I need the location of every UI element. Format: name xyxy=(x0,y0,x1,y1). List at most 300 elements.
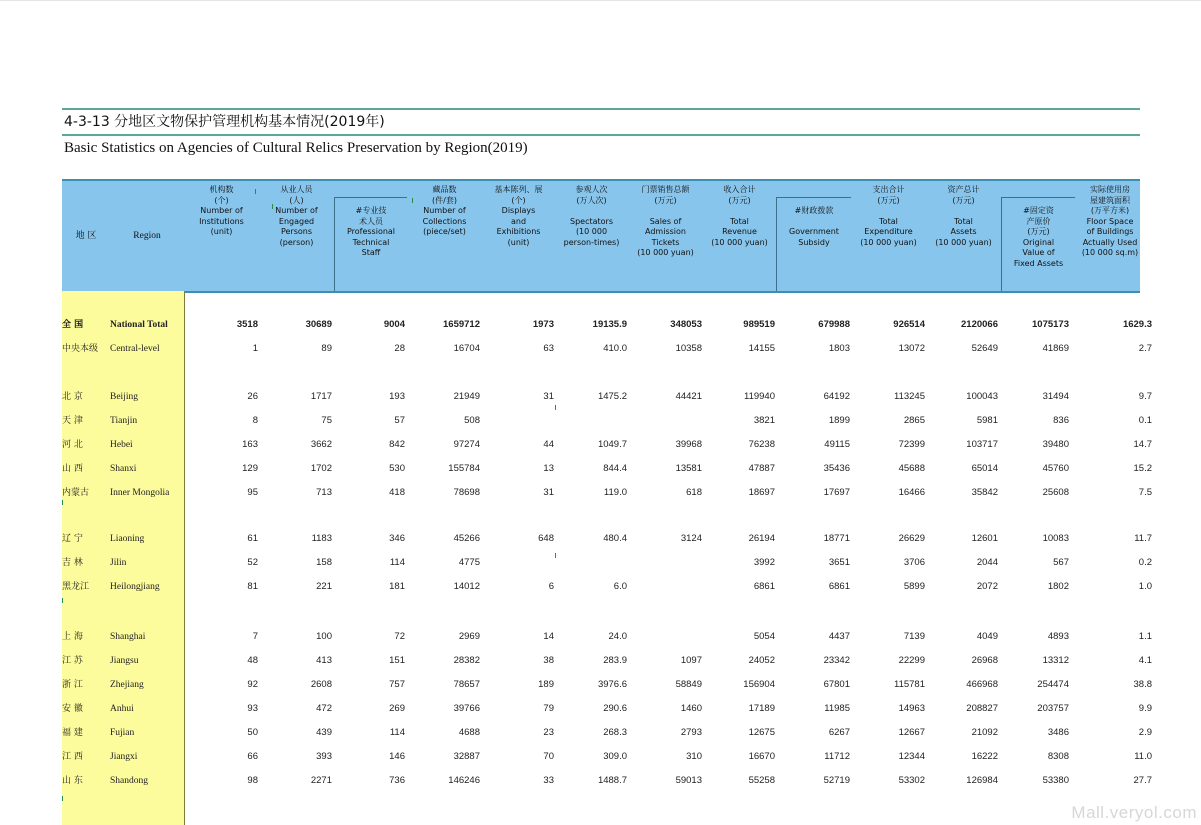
cell-col-10: 113245 xyxy=(894,391,925,402)
cell-col-1: 52 xyxy=(247,557,258,568)
cell-col-6: 268.3 xyxy=(603,727,627,738)
header-col-1-line: 机构数 xyxy=(209,185,234,194)
header-region-en: Region xyxy=(133,230,161,241)
cell-col-2: 2608 xyxy=(310,679,332,690)
header-col-11-line: Total xyxy=(954,216,973,226)
header-col-5 xyxy=(482,181,555,291)
title-en-text: Basic Statistics on Agencies of Cultural Relics Preservation by Region(2019) xyxy=(64,140,528,156)
region-name-cn: 江 西 xyxy=(62,752,83,762)
cell-col-13: 11.0 xyxy=(1134,751,1152,762)
cell-col-11: 466968 xyxy=(966,679,998,690)
cell-col-9: 1899 xyxy=(828,415,850,426)
cell-col-4: 14012 xyxy=(453,581,480,592)
table-row xyxy=(62,770,1152,792)
cell-col-2: 158 xyxy=(316,557,332,568)
header-col-4-line: (件/套) xyxy=(432,195,457,205)
cell-col-9: 23342 xyxy=(823,655,850,666)
cell-col-8: 47887 xyxy=(748,463,775,474)
cell-col-7: 1097 xyxy=(680,655,702,666)
header-col-8-line xyxy=(703,206,776,217)
cell-col-6: 283.9 xyxy=(603,655,627,666)
header-col-3-line: Staff xyxy=(361,248,381,257)
cell-col-5: 70 xyxy=(543,751,554,762)
cell-col-4: 78698 xyxy=(453,487,480,498)
region-name-en: Anhui xyxy=(110,704,134,714)
cell-col-7: 44421 xyxy=(675,391,702,402)
cell-col-1: 7 xyxy=(252,631,258,642)
cell-col-7: 618 xyxy=(686,487,702,498)
header-col-8-line: 收入合计 xyxy=(723,185,756,194)
cell-col-8: 26194 xyxy=(748,533,775,544)
cell-col-7: 10358 xyxy=(675,343,702,354)
header-col-3-line: Professional xyxy=(346,227,396,236)
cell-col-4: 45266 xyxy=(453,533,480,544)
header-col-7 xyxy=(628,181,703,291)
header-col-4 xyxy=(407,181,482,291)
header-col-12 xyxy=(1001,197,1075,291)
cell-col-4: 97274 xyxy=(453,439,480,450)
header-col-4-line: Number of xyxy=(423,206,466,215)
cell-comment-marker xyxy=(255,189,256,194)
header-col-13-line: of Buildings xyxy=(1086,227,1134,236)
cell-col-3: 181 xyxy=(389,581,405,592)
cell-col-1: 61 xyxy=(247,533,258,544)
cell-col-2: 1183 xyxy=(311,533,332,544)
cell-col-12: 1802 xyxy=(1047,581,1069,592)
header-col-12-line: 产原价 xyxy=(1026,216,1051,226)
cell-col-13: 2.9 xyxy=(1138,727,1152,738)
header-col-2-line: 从业人员 xyxy=(280,185,313,194)
header-col-7-line: Admission xyxy=(645,227,686,236)
cell-col-8: 76238 xyxy=(748,439,775,450)
cell-comment-marker xyxy=(412,198,413,203)
cell-col-5: 23 xyxy=(543,727,554,738)
cell-col-5: 13 xyxy=(543,463,554,474)
header-col-6-line: 参观人次 xyxy=(575,185,608,194)
cell-col-7: 348053 xyxy=(670,319,702,330)
cell-col-8: 119940 xyxy=(744,391,775,402)
header-col-9-line xyxy=(777,217,851,228)
cell-col-5: 1973 xyxy=(532,319,554,330)
cell-col-10: 2865 xyxy=(903,415,925,426)
cell-col-3: 9004 xyxy=(383,319,405,330)
cell-col-5: 44 xyxy=(543,439,554,450)
header-col-4-line: 藏品数 xyxy=(432,185,457,194)
cell-col-2: 1717 xyxy=(310,391,332,402)
cell-col-11: 2044 xyxy=(976,557,998,568)
region-name-cn: 北 京 xyxy=(62,392,83,402)
cell-col-11: 2072 xyxy=(976,581,998,592)
cell-col-3: 193 xyxy=(389,391,405,402)
header-col-10 xyxy=(851,181,926,291)
cell-col-2: 413 xyxy=(316,655,332,666)
region-name-cn: 河 北 xyxy=(62,440,83,450)
cell-col-13: 15.2 xyxy=(1133,463,1152,474)
cell-col-11: 208827 xyxy=(966,703,998,714)
header-col-11 xyxy=(926,181,1001,291)
cell-col-9: 679988 xyxy=(818,319,850,330)
cell-col-8: 17189 xyxy=(748,703,775,714)
header-col-12-line: Fixed Assets xyxy=(1013,258,1064,268)
header-col-7-line: 门票销售总额 xyxy=(641,185,690,194)
header-col-6-line: (万人次) xyxy=(576,195,607,205)
cell-col-3: 757 xyxy=(389,679,405,690)
cell-col-5: 33 xyxy=(543,775,554,786)
header-col-4-line: Collections xyxy=(422,216,467,226)
cell-col-6: 19135.9 xyxy=(592,319,627,330)
cell-col-4: 32887 xyxy=(453,751,480,762)
table-header xyxy=(62,179,1140,293)
cell-col-1: 26 xyxy=(247,391,258,402)
header-col-5-line: (个) xyxy=(511,195,526,205)
cell-col-13: 38.8 xyxy=(1133,679,1152,690)
cell-col-1: 129 xyxy=(242,463,258,474)
region-name-en: Liaoning xyxy=(110,534,145,544)
title-cn-text: 4-3-13 分地区文物保护管理机构基本情况(2019年) xyxy=(64,114,385,130)
cell-comment-marker xyxy=(555,553,556,558)
cell-col-9: 11712 xyxy=(824,751,850,762)
header-col-6-line: (10 000 xyxy=(575,227,608,236)
cell-col-13: 1.0 xyxy=(1138,581,1152,592)
cell-col-11: 103717 xyxy=(966,439,998,450)
region-name-en: Jiangsu xyxy=(110,656,139,666)
cell-col-1: 3518 xyxy=(236,319,258,330)
header-col-9-line: Government xyxy=(789,227,839,236)
cell-col-3: 57 xyxy=(394,415,405,426)
region-name-en: Jiangxi xyxy=(110,752,138,762)
header-col-13-line: (10 000 sq.m) xyxy=(1081,248,1139,257)
cell-col-5: 14 xyxy=(543,631,554,642)
header-col-13-line: Floor Space xyxy=(1086,216,1134,226)
table-title-chinese xyxy=(62,108,1140,136)
cell-col-6: 844.4 xyxy=(603,463,627,474)
region-name-cn: 山 西 xyxy=(62,464,83,474)
cell-col-10: 14963 xyxy=(898,703,925,714)
header-col-7-line: (10 000 yuan) xyxy=(637,248,694,257)
cell-col-2: 2271 xyxy=(310,775,332,786)
cell-col-9: 67801 xyxy=(823,679,850,690)
cell-col-5: 648 xyxy=(538,533,554,544)
table-title-english xyxy=(62,137,1140,159)
cell-col-2: 439 xyxy=(316,727,332,738)
region-name-en: Zhejiang xyxy=(110,680,144,690)
cell-col-4: 16704 xyxy=(453,343,480,354)
header-col-6-line: Spectators xyxy=(569,216,613,226)
cell-col-4: 146246 xyxy=(448,775,480,786)
cell-col-11: 65014 xyxy=(971,463,998,474)
cell-col-1: 66 xyxy=(247,751,258,762)
cell-col-6: 309.0 xyxy=(603,751,627,762)
header-col-5-line: Exhibitions xyxy=(496,227,541,236)
cell-col-12: 45760 xyxy=(1042,463,1069,474)
cell-col-11: 2120066 xyxy=(961,319,998,330)
cell-col-3: 114 xyxy=(389,557,405,568)
region-name-en: Shandong xyxy=(110,776,148,786)
header-col-8-line: (万元) xyxy=(728,195,751,205)
table-row xyxy=(62,338,1152,360)
header-col-13 xyxy=(1075,181,1145,291)
cell-col-6: 119.0 xyxy=(603,487,627,498)
top-divider xyxy=(0,0,1201,1)
header-col-1-line: (unit) xyxy=(210,227,233,236)
cell-col-8: 12675 xyxy=(748,727,775,738)
cell-col-7: 13581 xyxy=(675,463,702,474)
header-col-10-line: (10 000 yuan) xyxy=(860,237,917,247)
cell-col-2: 713 xyxy=(316,487,332,498)
header-col-5-line: (unit) xyxy=(507,237,530,247)
region-name-cn: 中央本级 xyxy=(62,344,99,354)
cell-col-1: 92 xyxy=(247,679,258,690)
cell-col-12: 39480 xyxy=(1042,439,1069,450)
cell-col-13: 1629.3 xyxy=(1122,319,1152,330)
cell-col-6: 290.6 xyxy=(603,703,627,714)
table-row xyxy=(62,410,1152,432)
cell-col-10: 22299 xyxy=(898,655,925,666)
cell-col-4: 2969 xyxy=(458,631,480,642)
cell-col-9: 4437 xyxy=(828,631,850,642)
cell-col-13: 0.1 xyxy=(1138,415,1152,426)
region-name-cn: 福 建 xyxy=(62,728,83,738)
cell-col-8: 24052 xyxy=(748,655,775,666)
table-row xyxy=(62,552,1152,574)
cell-col-6: 24.0 xyxy=(608,631,627,642)
cell-col-1: 163 xyxy=(242,439,258,450)
region-name-en: Jilin xyxy=(110,558,127,568)
header-col-1-line: Number of xyxy=(200,206,243,215)
header-col-12-line: Original xyxy=(1022,237,1055,247)
header-col-11-line: 资产总计 xyxy=(947,185,980,194)
header-col-6 xyxy=(555,181,628,291)
cell-col-11: 4049 xyxy=(976,631,998,642)
header-col-13-line: 实际使用房 xyxy=(1090,185,1130,194)
header-col-2-line: (person) xyxy=(279,237,314,247)
region-name-cn: 浙 江 xyxy=(62,680,83,690)
table-row xyxy=(62,722,1152,744)
cell-col-10: 72399 xyxy=(898,439,925,450)
region-name-en: Beijing xyxy=(110,392,138,402)
region-name-cn: 安 徽 xyxy=(62,704,83,714)
cell-col-10: 7139 xyxy=(903,631,925,642)
cell-col-12: 203757 xyxy=(1037,703,1069,714)
header-col-1-line: Institutions xyxy=(199,216,244,226)
cell-col-11: 100043 xyxy=(966,391,998,402)
cell-col-6: 480.4 xyxy=(603,533,627,544)
cell-col-7: 58849 xyxy=(675,679,702,690)
region-name-cn: 全 国 xyxy=(62,320,84,330)
cell-col-1: 8 xyxy=(252,415,258,426)
region-name-en: Central-level xyxy=(110,344,160,354)
cell-col-4: 4775 xyxy=(458,557,480,568)
region-name-cn: 黑龙江 xyxy=(62,582,90,592)
header-col-13-line: (万平方米) xyxy=(1090,206,1130,215)
header-col-2-line: (人) xyxy=(289,195,304,205)
cell-col-7: 3124 xyxy=(680,533,702,544)
cell-col-12: 3486 xyxy=(1047,727,1069,738)
cell-col-12: 53380 xyxy=(1042,775,1069,786)
table-row xyxy=(62,576,1152,598)
cell-col-8: 989519 xyxy=(743,319,775,330)
cell-col-3: 151 xyxy=(389,655,405,666)
cell-col-9: 64192 xyxy=(823,391,850,402)
cell-col-3: 72 xyxy=(394,631,405,642)
header-region-cn: 地 区 xyxy=(75,230,97,241)
cell-col-10: 3706 xyxy=(903,557,925,568)
cell-col-2: 472 xyxy=(316,703,332,714)
header-col-8-line: Total xyxy=(730,216,749,226)
header-col-12-line: Value of xyxy=(1022,248,1055,257)
cell-col-3: 269 xyxy=(389,703,405,714)
header-col-6-line xyxy=(555,206,628,217)
table-row xyxy=(62,386,1152,408)
cell-col-13: 27.7 xyxy=(1133,775,1152,786)
cell-col-5: 63 xyxy=(543,343,554,354)
header-col-3-line: #专业技 xyxy=(355,206,387,215)
cell-col-9: 6267 xyxy=(828,727,850,738)
header-col-3-line: Technical xyxy=(352,237,390,247)
region-name-en: Shanghai xyxy=(110,632,146,642)
cell-col-12: 10083 xyxy=(1042,533,1069,544)
cell-col-10: 12667 xyxy=(898,727,925,738)
region-name-cn: 辽 宁 xyxy=(62,534,83,544)
cell-col-12: 836 xyxy=(1053,415,1069,426)
cell-col-12: 254474 xyxy=(1037,679,1069,690)
region-name-en: Tianjin xyxy=(110,416,138,426)
region-name-en: National Total xyxy=(110,320,168,330)
header-col-8-line: Revenue xyxy=(722,227,757,236)
cell-col-8: 3821 xyxy=(753,415,775,426)
cell-col-13: 14.7 xyxy=(1133,439,1152,450)
cell-col-12: 8308 xyxy=(1047,751,1069,762)
header-col-3 xyxy=(334,197,407,291)
cell-col-3: 842 xyxy=(389,439,405,450)
header-col-2-line: Number of xyxy=(275,206,318,215)
cell-col-9: 52719 xyxy=(823,775,850,786)
cell-col-1: 95 xyxy=(247,487,258,498)
cell-col-13: 11.7 xyxy=(1134,533,1152,544)
cell-col-10: 5899 xyxy=(903,581,925,592)
cell-col-10: 12344 xyxy=(898,751,925,762)
header-col-5-line: Displays xyxy=(501,206,536,215)
cell-col-11: 26968 xyxy=(971,655,998,666)
cell-col-5: 31 xyxy=(543,391,554,402)
header-col-10-line xyxy=(851,206,926,217)
cell-col-11: 52649 xyxy=(971,343,998,354)
header-col-3-line: 术人员 xyxy=(359,216,383,226)
cell-col-4: 39766 xyxy=(453,703,480,714)
statistics-table-sheet xyxy=(62,108,1152,825)
cell-col-13: 2.7 xyxy=(1138,343,1152,354)
cell-col-7: 59013 xyxy=(675,775,702,786)
cell-col-6: 6.0 xyxy=(613,581,627,592)
cell-col-12: 4893 xyxy=(1047,631,1069,642)
region-name-cn: 吉 林 xyxy=(62,558,83,568)
cell-col-7: 39968 xyxy=(675,439,702,450)
cell-col-2: 393 xyxy=(316,751,332,762)
header-col-7-line: (万元) xyxy=(654,195,677,205)
cell-col-4: 21949 xyxy=(453,391,480,402)
cell-col-13: 7.5 xyxy=(1138,487,1152,498)
cell-col-2: 221 xyxy=(316,581,332,592)
cell-col-10: 926514 xyxy=(893,319,925,330)
header-col-7-line xyxy=(628,206,703,217)
header-col-12-line: (万元) xyxy=(1027,227,1050,236)
cell-col-9: 17697 xyxy=(823,487,850,498)
region-name-en: Fujian xyxy=(110,728,135,738)
header-col-11-line xyxy=(926,206,1001,217)
cell-col-9: 49115 xyxy=(824,439,850,450)
header-col-1 xyxy=(184,181,259,291)
cell-col-3: 28 xyxy=(394,343,405,354)
cell-col-3: 146 xyxy=(389,751,405,762)
header-col-6-line: person-times) xyxy=(563,237,620,247)
table-row xyxy=(62,458,1152,480)
cell-col-9: 6861 xyxy=(828,581,850,592)
cell-col-6: 1049.7 xyxy=(597,439,627,450)
cell-col-2: 75 xyxy=(321,415,332,426)
cell-col-12: 41869 xyxy=(1042,343,1069,354)
cell-col-3: 114 xyxy=(389,727,405,738)
cell-comment-marker xyxy=(555,405,556,410)
header-col-8-line: (10 000 yuan) xyxy=(711,237,768,247)
cell-col-10: 115781 xyxy=(894,679,925,690)
cell-col-9: 1803 xyxy=(828,343,850,354)
table-row xyxy=(62,528,1152,550)
cell-col-4: 508 xyxy=(464,415,480,426)
cell-col-7: 2793 xyxy=(680,727,702,738)
cell-col-8: 5054 xyxy=(753,631,775,642)
region-name-en: Shanxi xyxy=(110,464,137,474)
cell-col-3: 418 xyxy=(389,487,405,498)
region-name-en: Inner Mongolia xyxy=(110,488,170,498)
cell-col-12: 31494 xyxy=(1042,391,1069,402)
header-col-1-line: (个) xyxy=(214,195,229,205)
cell-col-1: 50 xyxy=(247,727,258,738)
cell-col-13: 1.1 xyxy=(1138,631,1152,642)
cell-comment-marker xyxy=(62,598,63,603)
cell-col-8: 18697 xyxy=(748,487,775,498)
cell-col-3: 530 xyxy=(389,463,405,474)
header-col-11-line: (万元) xyxy=(952,195,975,205)
region-name-en: Hebei xyxy=(110,440,133,450)
header-col-11-line: (10 000 yuan) xyxy=(935,237,992,247)
cell-col-1: 48 xyxy=(247,655,258,666)
cell-col-2: 89 xyxy=(321,343,332,354)
cell-col-10: 26629 xyxy=(898,533,925,544)
cell-col-7: 310 xyxy=(686,751,702,762)
cell-col-8: 16670 xyxy=(748,751,775,762)
header-col-7-line: Tickets xyxy=(651,237,680,247)
cell-col-10: 13072 xyxy=(898,343,925,354)
cell-col-1: 98 xyxy=(247,775,258,786)
region-name-cn: 内蒙古 xyxy=(62,488,90,498)
cell-col-11: 35842 xyxy=(971,487,998,498)
cell-comment-marker xyxy=(272,204,273,209)
cell-col-13: 0.2 xyxy=(1138,557,1152,568)
header-col-4-line: (piece/set) xyxy=(423,227,466,236)
table-row xyxy=(62,746,1152,768)
header-col-10-line: Total xyxy=(879,216,898,226)
cell-col-4: 155784 xyxy=(448,463,480,474)
cell-col-5: 31 xyxy=(543,487,554,498)
cell-col-12: 567 xyxy=(1053,557,1069,568)
cell-col-2: 3662 xyxy=(310,439,332,450)
cell-col-5: 189 xyxy=(538,679,554,690)
region-name-cn: 上 海 xyxy=(62,632,83,642)
header-col-8 xyxy=(703,181,776,291)
table-row xyxy=(62,698,1152,720)
cell-col-12: 1075173 xyxy=(1032,319,1069,330)
cell-col-6: 3976.6 xyxy=(597,679,627,690)
